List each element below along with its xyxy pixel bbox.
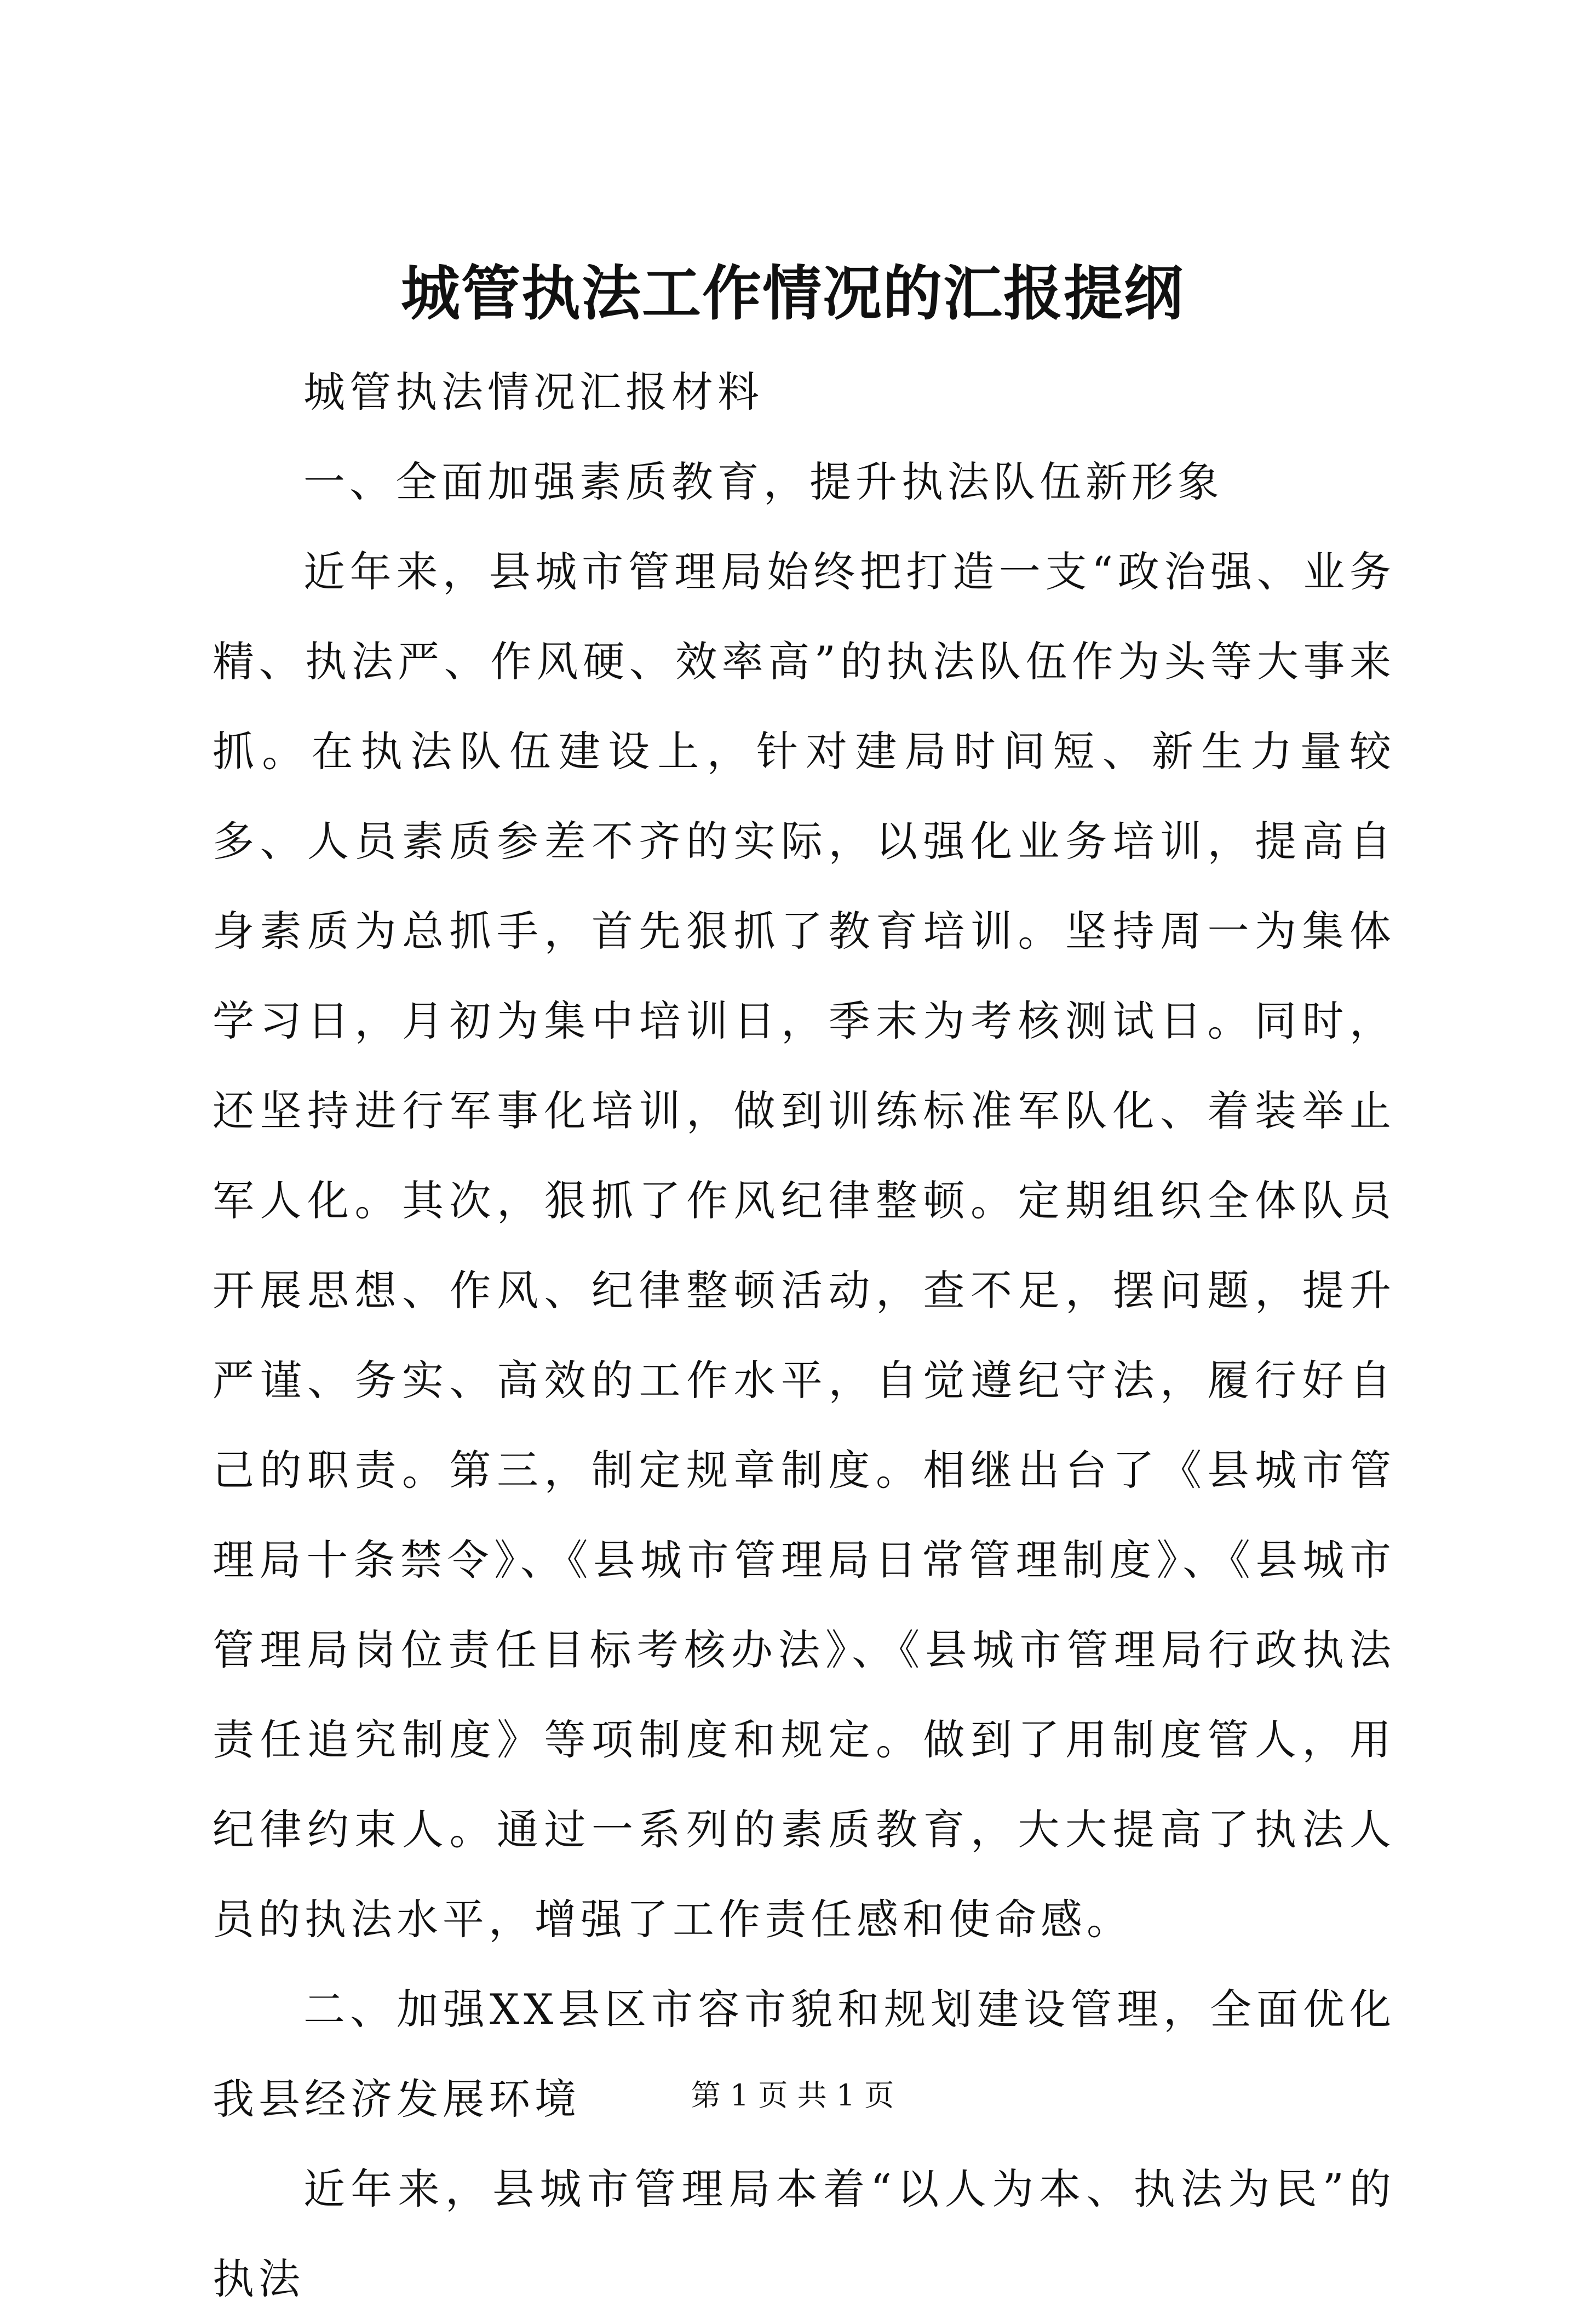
document-title: 城管执法工作情况的汇报提纲 [400,259,1184,328]
paragraph-body-1: 近年来，县城市管理局始终把打造一支“政治强、业务精、执法严、作风硬、效率高”的执法队伍作为头等大事来抓。在执法队伍建设上，针对建局时间短、新生力量较多、人员素质参差不齐的实际，以强化业务培训，提高自身素质为总抓手，首先狠抓了教育培训。坚持周一为集体学习日，月初为集中培训日，季末为考核测试日。同时，还坚持进行军事化培训，做到训练标准军队化、着装举止军人化。其次，狠抓了作风纪律整顿。定期组织全体队员开展思想、作风、纪律整顿活动，查不足，摆问题，提升严谨、务实、高效的工作水平，自觉遵纪守法，履行好自己的职责。第三，制定规章制度。相继出台了《县城市管理局十条禁令》、《县城市管理局日常管理制度》、《县城市管理局岗位责任目标考核办法》、《县城市管理局行政执法责任追究制度》等项制度和规定。做到了用制度管人，用纪律约束人。通过一系列的素质教育，大大提高了执法人员的执法水平，增强了工作责任感和使命感。 [213,547,1396,1944]
page-number-footer: 第 1 页 共 1 页 [691,2078,894,2113]
document-body [213,347,1396,2324]
paragraph-subtitle: 城管执法情况汇报材料 [303,368,763,416]
section-heading-1: 一、全面加强素质教育，提升执法队伍新形象 [303,457,1224,506]
section-heading-2: 二、加强XX县区市容市貌和规划建设管理，全面优化我县经济发展环境 [213,1985,1396,2123]
paragraph-body-2: 近年来，县城市管理局本着“以人为本、执法为民”的执法 [213,2165,1396,2303]
